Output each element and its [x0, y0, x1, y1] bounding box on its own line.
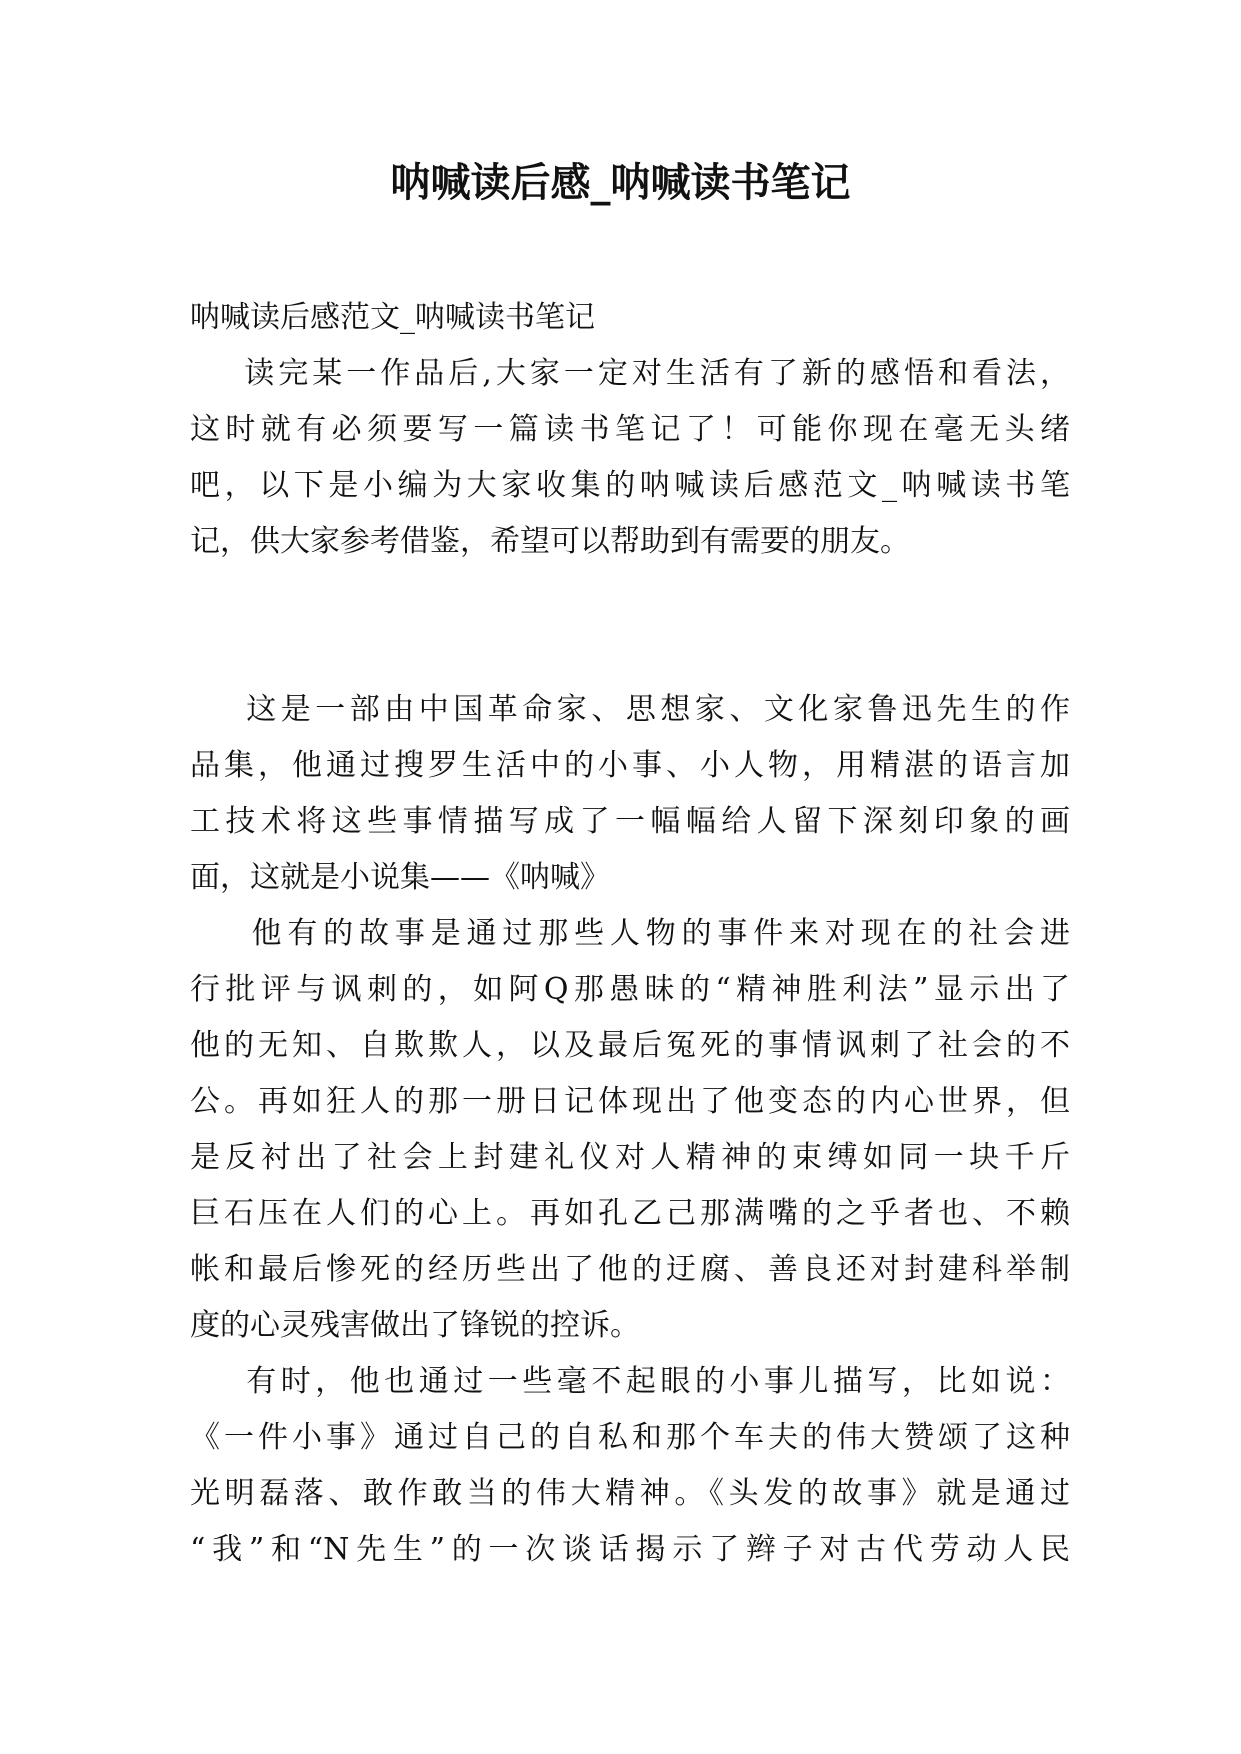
para2-line-1: 他有的故事是通过那些人物的事件来对现在的社会进	[190, 916, 1070, 951]
subtitle-line: 呐喊读后感范文_呐喊读书笔记	[190, 300, 595, 335]
para1-line-4: 面，这就是小说集——《呐喊》	[190, 860, 610, 895]
document-body	[190, 290, 1070, 1578]
intro-line-2: 这时就有必须要写一篇读书笔记了！可能你现在毫无头绪	[190, 412, 1070, 447]
para2-line-4: 公。再如狂人的那一册日记体现出了他变态的内心世界，但	[190, 1084, 1070, 1119]
para3-line-4: “我”和“N先生”的一次谈话揭示了辫子对古代劳动人民	[190, 1532, 1070, 1567]
para2-line-8: 度的心灵残害做出了锋锐的控诉。	[190, 1308, 640, 1343]
paragraph-gap	[190, 570, 1070, 682]
para3-line-3: 光明磊落、敢作敢当的伟大精神。《头发的故事》就是通过	[190, 1476, 1070, 1511]
para3-line-2: 《一件小事》通过自己的自私和那个车夫的伟大赞颂了这种	[190, 1420, 1070, 1455]
intro-line-3: 吧，以下是小编为大家收集的呐喊读后感范文_呐喊读书笔	[190, 468, 1070, 503]
document-title: 呐喊读后感_呐喊读书笔记	[390, 159, 851, 206]
intro-line-1: 读完某一作品后,大家一定对生活有了新的感悟和看法，	[190, 356, 1070, 391]
para3-line-1: 有时，他也通过一些毫不起眼的小事儿描写，比如说：	[190, 1364, 1070, 1399]
para1-line-1: 这是一部由中国革命家、思想家、文化家鲁迅先生的作	[190, 692, 1070, 727]
para2-line-3: 他的无知、自欺欺人，以及最后冤死的事情讽刺了社会的不	[190, 1028, 1070, 1063]
para1-line-2: 品集，他通过搜罗生活中的小事、小人物，用精湛的语言加	[190, 748, 1070, 783]
para2-line-2: 行批评与讽刺的，如阿Q那愚昧的“精神胜利法”显示出了	[190, 972, 1070, 1007]
para1-line-3: 工技术将这些事情描写成了一幅幅给人留下深刻印象的画	[190, 804, 1070, 839]
para2-line-7: 帐和最后惨死的经历些出了他的迂腐、善良还对封建科举制	[190, 1252, 1070, 1287]
intro-line-4: 记，供大家参考借鉴，希望可以帮助到有需要的朋友。	[190, 524, 910, 559]
para2-line-5: 是反衬出了社会上封建礼仪对人精神的束缚如同一块千斤	[190, 1140, 1070, 1175]
para2-line-6: 巨石压在人们的心上。再如孔乙己那满嘴的之乎者也、不赖	[190, 1196, 1070, 1231]
